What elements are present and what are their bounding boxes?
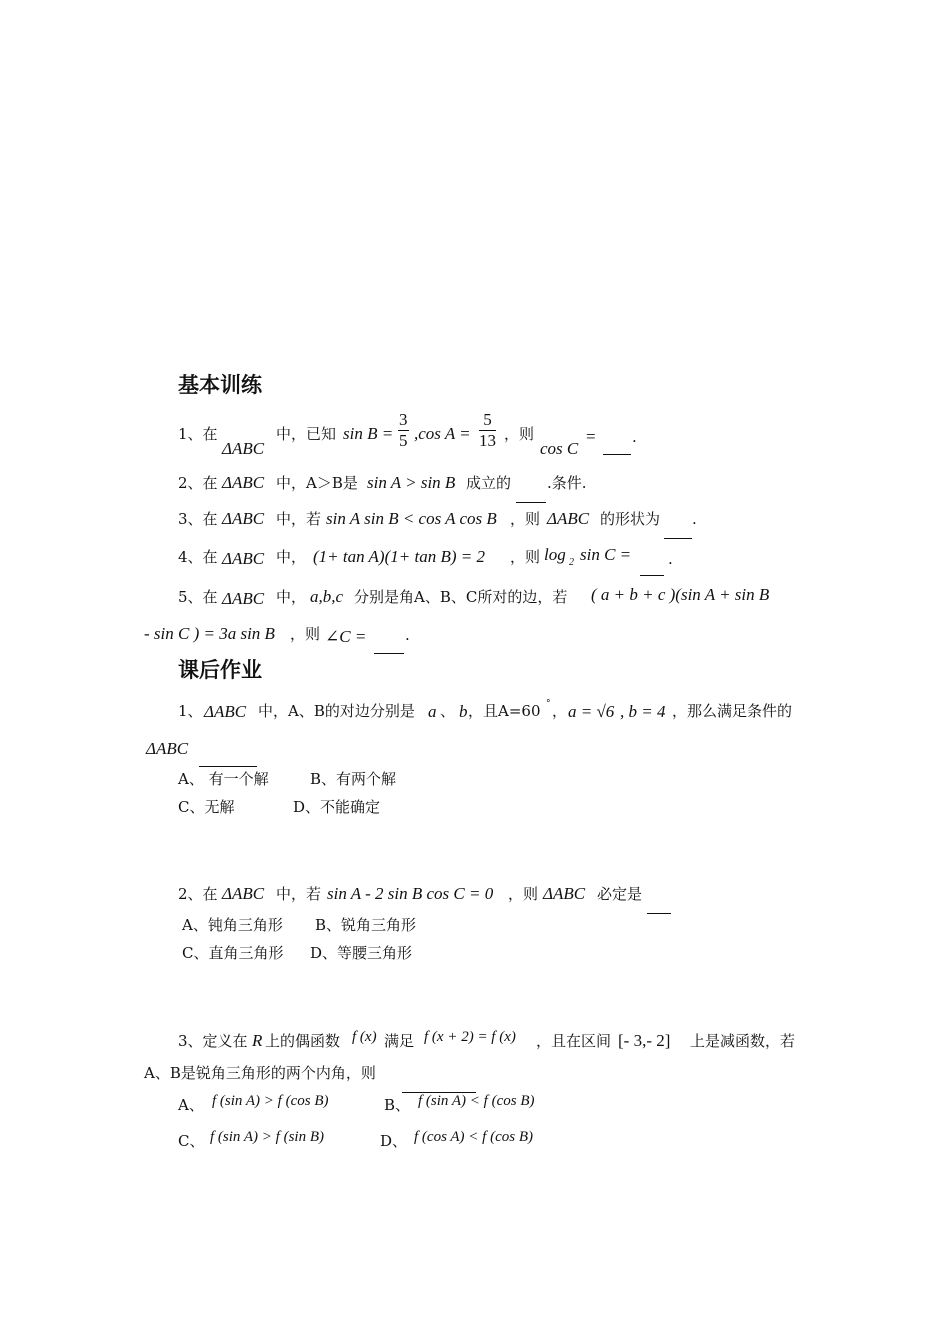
basic-q1-sinb: sin B = <box>343 424 394 443</box>
basic-q1-cosc: cos C <box>540 439 579 458</box>
hw-q3-option-b-label[interactable]: B、 <box>384 1096 411 1114</box>
hw-q1-aval: a = √6 <box>568 702 615 721</box>
basic-q1-text: 中，已知 <box>276 425 337 443</box>
hw-q1-option-d[interactable]: D、不能确定 <box>293 798 381 816</box>
basic-q1-period: . <box>632 428 637 446</box>
basic-q4-log-base: 2 <box>569 557 574 568</box>
hw-q2-option-a[interactable]: A、钝角三角形 <box>182 916 283 934</box>
hw-q1-triangle-2: ΔABC <box>146 739 189 758</box>
hw-q3-line-2: A、B是锐角三角形的两个内角，则 <box>144 1064 376 1082</box>
basic-q1-equals: = <box>586 427 596 446</box>
hw-q1-text: 中，A、B的对边分别是 <box>258 702 415 720</box>
hw-q3-text-4: 上是减函数，若 <box>690 1032 796 1050</box>
section-title-basic: 基本训练 <box>178 373 262 397</box>
basic-q5-number: 5、在 <box>178 588 218 606</box>
basic-q5-math-2: - sin C ) = 3a sin B <box>144 624 275 643</box>
hw-q1-text-2: ，且A=60 <box>468 702 541 720</box>
basic-q5-angle: ∠C = <box>325 627 367 646</box>
basic-q5-abc: a,b,c <box>310 587 344 606</box>
hw-q3-option-a-label[interactable]: A、 <box>178 1096 204 1114</box>
basic-q4-period: . <box>668 550 673 568</box>
hw-q3-option-b[interactable]: f (sin A) < f (cos B) <box>418 1093 535 1109</box>
hw-q1-degree: ° <box>546 699 551 709</box>
hw-q1-option-c[interactable]: C、无解 <box>178 798 235 816</box>
basic-q3-period: . <box>692 510 697 528</box>
answer-blank[interactable] <box>516 501 546 503</box>
basic-q2-text-2: 成立的 <box>466 474 512 492</box>
basic-q5-text: 中， <box>276 588 307 606</box>
hw-q2-math: sin A - 2 sin B cos C = 0 <box>327 884 494 903</box>
basic-q3-triangle-2: ΔABC <box>547 509 590 528</box>
answer-blank[interactable] <box>603 453 631 455</box>
basic-q2-number: 2、在 <box>178 474 218 492</box>
fraction-denominator: 13 <box>479 430 496 450</box>
hw-q3-fx: f (x) <box>352 1029 377 1045</box>
basic-q2-triangle: ΔABC <box>222 473 265 492</box>
basic-q5-math-1: ( a + b + c )(sin A + sin B <box>591 585 770 604</box>
basic-q3-number: 3、在 <box>178 510 218 528</box>
basic-q1-fraction-2 <box>479 410 496 450</box>
hw-q1-number: 1、 <box>178 702 203 720</box>
hw-q3-option-c[interactable]: f (sin A) > f (sin B) <box>210 1129 325 1145</box>
fraction-numerator: 5 <box>479 410 496 431</box>
hw-q3-option-c-label[interactable]: C、 <box>178 1132 205 1150</box>
hw-q1-option-a[interactable]: A、 有一个解 <box>178 770 269 788</box>
hw-q3-interval: [- 3,- 2] <box>618 1031 671 1050</box>
hw-q3-option-a[interactable]: f (sin A) > f (cos B) <box>212 1093 329 1109</box>
fraction-denominator: 5 <box>399 430 408 450</box>
basic-q1-fraction-1 <box>398 410 409 450</box>
basic-q4-triangle: ΔABC <box>222 549 265 568</box>
basic-q4-number: 4、在 <box>178 548 218 566</box>
basic-q3-then: ，则 <box>510 510 541 528</box>
basic-q5-text-2: 分别是角A、B、C所对的边，若 <box>354 588 568 606</box>
hw-q2-option-d[interactable]: D、等腰三角形 <box>310 944 413 962</box>
hw-q2-text: 中，若 <box>276 885 322 903</box>
hw-q1-sep: 、 <box>440 702 456 720</box>
basic-q2-text: 中，A＞B是 <box>276 474 358 492</box>
hw-q3-equation: f (x + 2) = f (x) <box>424 1029 516 1045</box>
basic-q3-text-2: 的形状为 <box>600 510 661 528</box>
basic-q5-triangle: ΔABC <box>222 589 265 608</box>
hw-q1-bval: , b = 4 <box>620 702 666 721</box>
basic-q5-period: . <box>405 626 410 644</box>
basic-q4-text: 中， <box>276 548 307 566</box>
answer-blank[interactable] <box>199 765 257 767</box>
basic-q1-triangle: ΔABC <box>222 439 265 458</box>
hw-q2-then: ，则 <box>508 885 539 903</box>
basic-q2-math: sin A > sin B <box>367 473 456 492</box>
hw-q1-text-3: ，那么满足条件的 <box>672 702 793 720</box>
section-title-homework: 课后作业 <box>178 658 262 682</box>
basic-q4-then: ，则 <box>510 548 541 566</box>
hw-q3-option-d-label[interactable]: D、 <box>380 1132 408 1150</box>
answer-blank[interactable] <box>647 912 671 914</box>
basic-q4-math: (1+ tan A)(1+ tan B) = 2 <box>313 547 485 566</box>
hw-q3-text-2: 满足 <box>384 1032 415 1050</box>
hw-q2-triangle-2: ΔABC <box>543 884 586 903</box>
basic-q4-sinc: sin C = <box>580 545 632 564</box>
basic-q1-number: 1、在 <box>178 425 218 443</box>
basic-q1-cosa: ,cos A = <box>414 424 471 443</box>
hw-q2-option-c[interactable]: C、直角三角形 <box>182 944 284 962</box>
hw-q3-number: 3、定义在 <box>178 1032 248 1050</box>
hw-q1-option-b[interactable]: B、有两个解 <box>310 770 397 788</box>
answer-blank[interactable] <box>664 537 692 539</box>
hw-q1-triangle: ΔABC <box>204 702 247 721</box>
basic-q3-triangle: ΔABC <box>222 509 265 528</box>
answer-blank[interactable] <box>374 652 404 654</box>
hw-q1-comma: ， <box>552 702 568 720</box>
basic-q4-log: log <box>544 545 566 564</box>
hw-q3-r: R <box>252 1031 263 1050</box>
hw-q2-number: 2、在 <box>178 885 218 903</box>
hw-q3-option-d[interactable]: f (cos A) < f (cos B) <box>414 1129 533 1145</box>
hw-q2-triangle: ΔABC <box>222 884 265 903</box>
hw-q3-text-3: ，且在区间 <box>536 1032 612 1050</box>
hw-q2-option-b[interactable]: B、锐角三角形 <box>315 916 417 934</box>
basic-q5-then: ，则 <box>290 625 321 643</box>
hw-q1-b: b <box>459 702 468 721</box>
hw-q2-text-2: 必定是 <box>597 885 643 903</box>
hw-q1-a: a <box>428 702 437 721</box>
basic-q2-end: .条件. <box>547 474 587 492</box>
basic-q3-math: sin A sin B < cos A cos B <box>326 509 497 528</box>
basic-q3-text: 中，若 <box>276 510 322 528</box>
hw-q3-text: 上的偶函数 <box>265 1032 341 1050</box>
answer-blank[interactable] <box>640 574 664 576</box>
basic-q1-then: ，则 <box>504 425 535 443</box>
fraction-numerator: 3 <box>399 410 408 429</box>
